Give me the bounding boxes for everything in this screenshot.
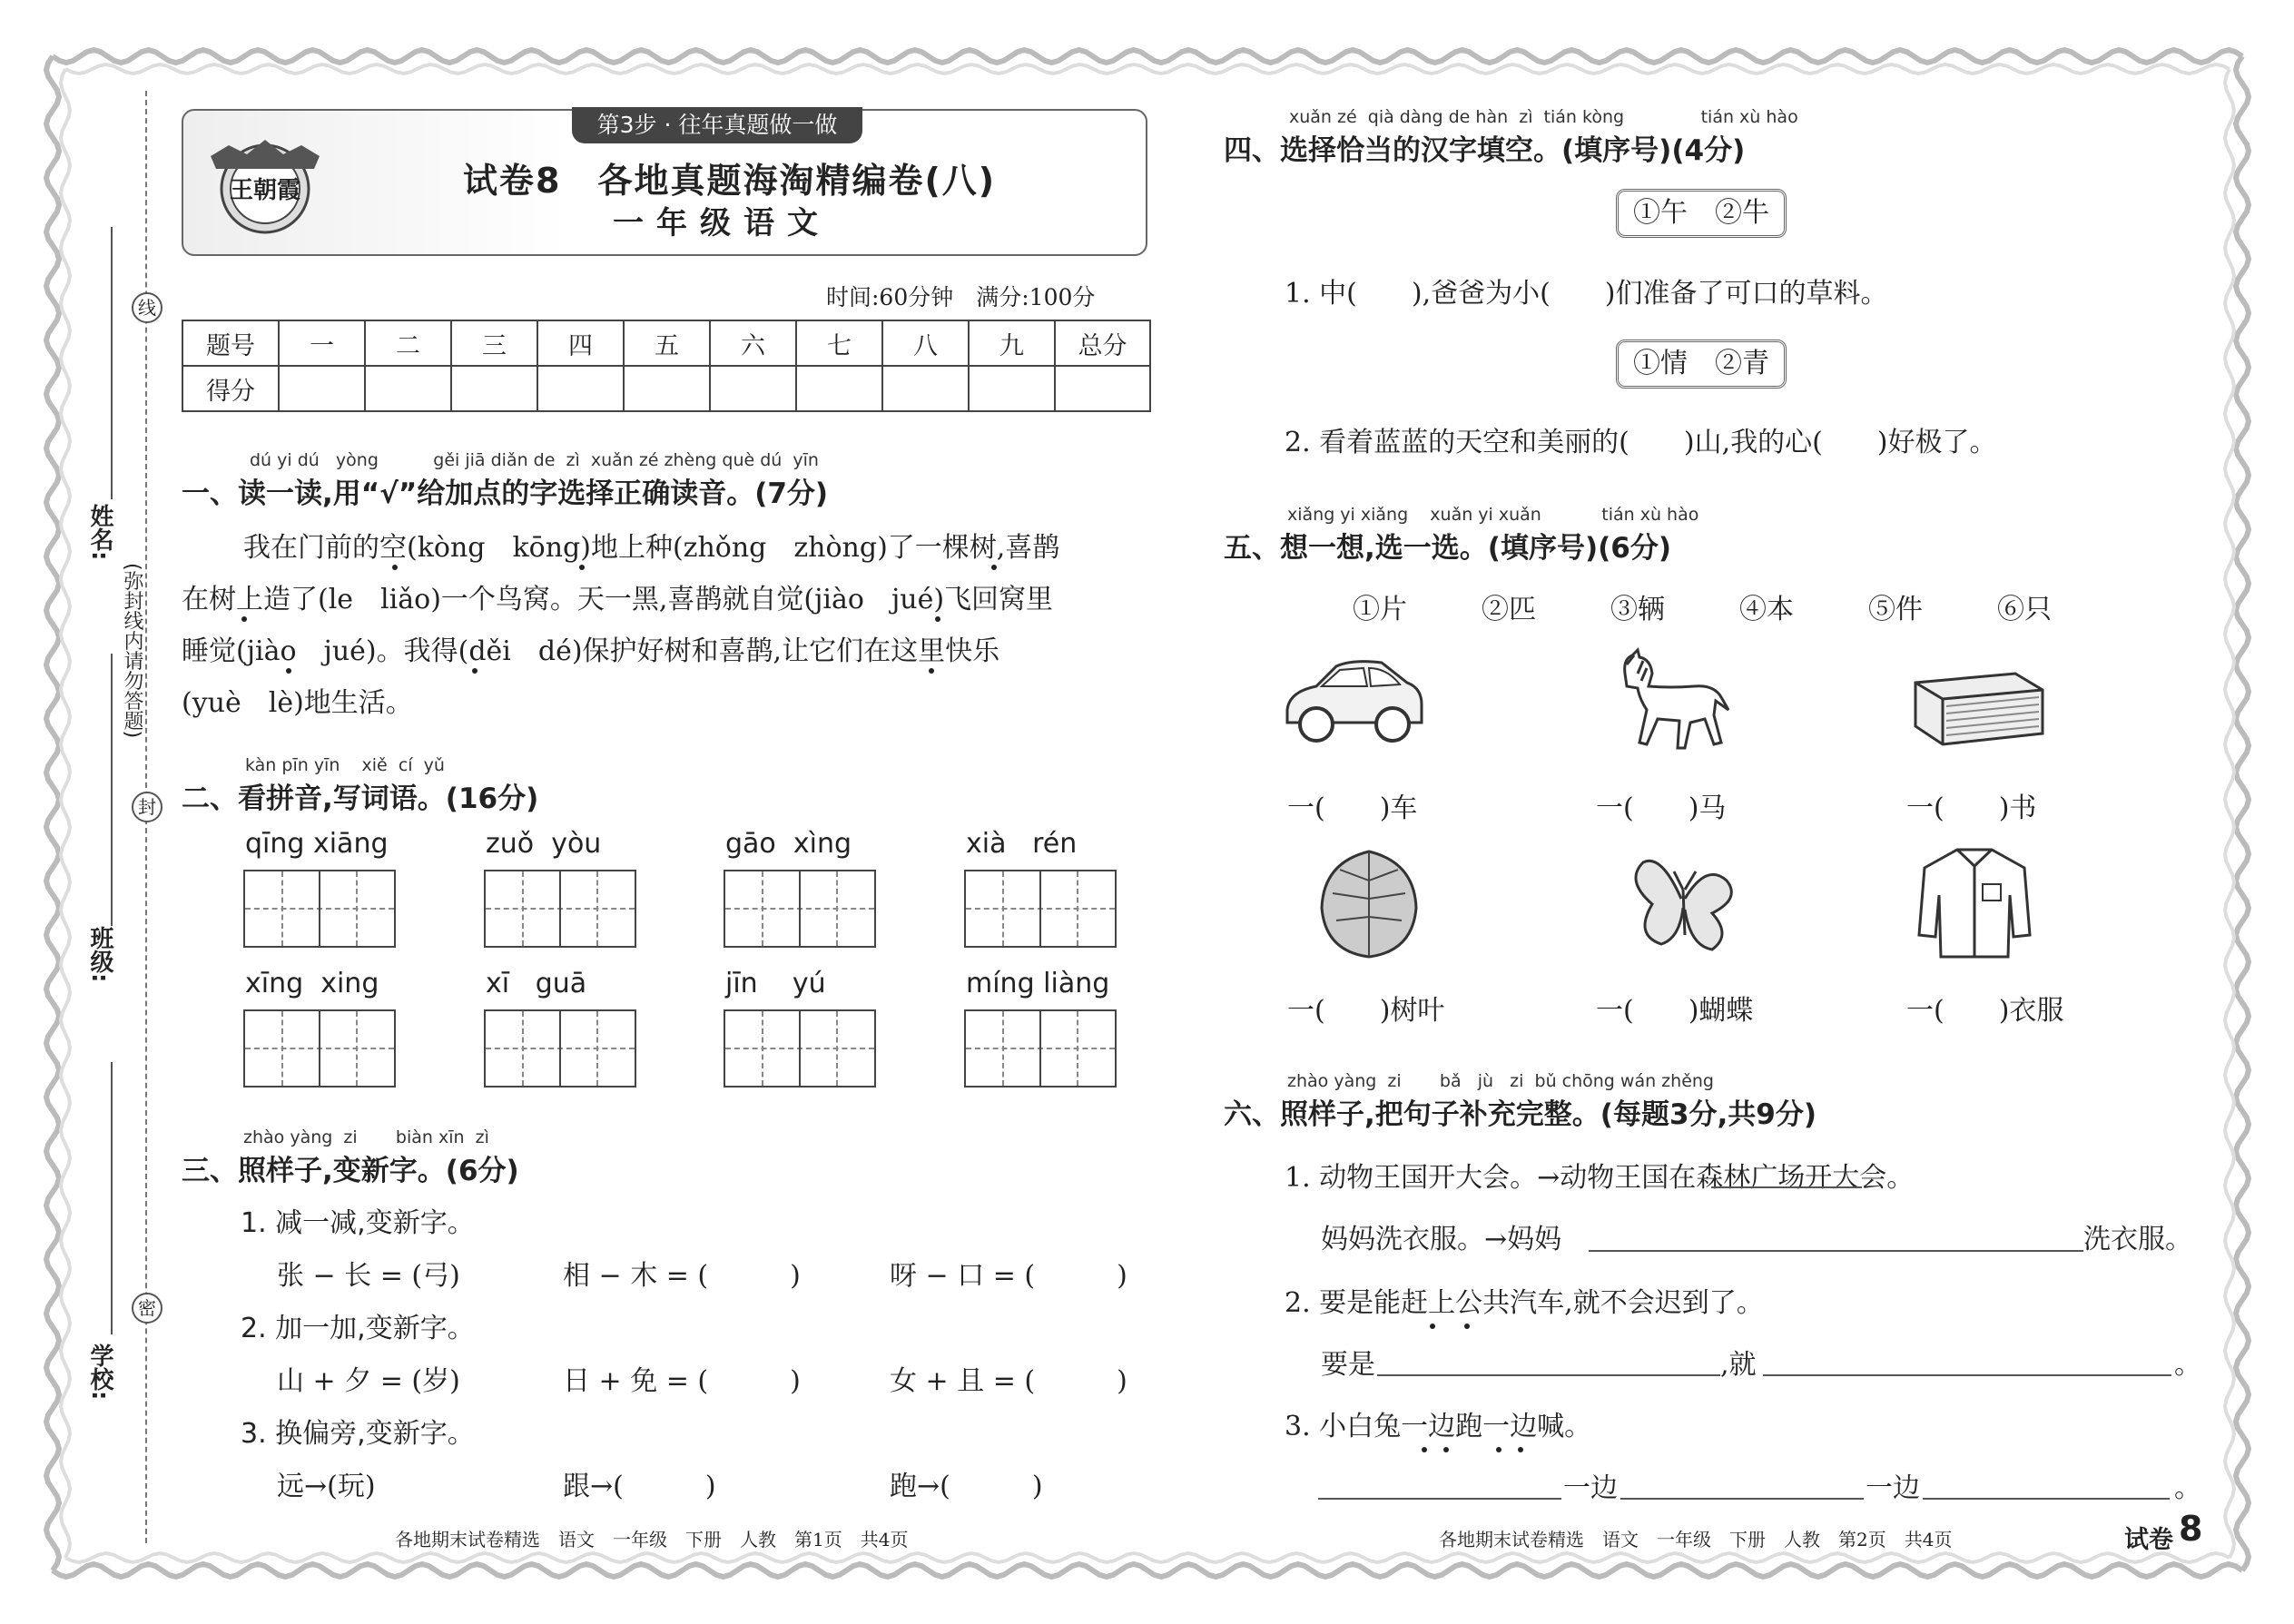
score-cell: 八 [882, 320, 969, 366]
q1-line: 睡觉(jiào jué)。我得(děi dé)保护好树和喜鹊,让它们在这里快乐 [182, 635, 1000, 667]
q5-item-label[interactable]: 一( )书 [1906, 792, 2037, 824]
q6-prompt: 。 [2174, 1472, 2201, 1504]
q4-sentence[interactable]: 2. 看着蓝蓝的天空和美丽的( )山,我的心( )好极了。 [1285, 427, 1997, 458]
emphasis-dot [1464, 1324, 1470, 1329]
score-row-label: 得分 [182, 366, 279, 411]
emphasis-dot [579, 565, 585, 570]
q3-heading: 三、照样子,变新字。(6分) [182, 1155, 519, 1187]
answer-line[interactable] [1589, 1250, 2083, 1252]
q5-item-label[interactable]: 一( )蝴蝶 [1596, 995, 1754, 1027]
emphasis-dot [241, 616, 247, 622]
step-badge: 第3步 · 往年真题做一做 [572, 107, 862, 143]
score-cell: 总分 [1055, 320, 1150, 366]
score-input[interactable] [710, 366, 796, 411]
q3-item[interactable]: 呀 − 口 = ( ) [890, 1260, 1127, 1292]
score-value-row [182, 366, 1150, 411]
q5-option: ⑥只 [1997, 594, 2052, 625]
car-icon [1280, 646, 1425, 755]
answer-line[interactable] [1763, 1374, 2171, 1376]
pinyin-word-label: zuǒ yòu [486, 828, 602, 860]
score-input[interactable] [1055, 366, 1150, 411]
score-input[interactable] [969, 366, 1055, 411]
score-cell: 五 [624, 320, 710, 366]
pinyin-word-label: míng liàng [966, 968, 1110, 999]
q1-heading: 一、读一读,用“√”给加点的字选择正确读音。(7分) [182, 477, 829, 510]
svg-text:王朝霞: 王朝霞 [229, 177, 301, 204]
writing-grid[interactable] [484, 1009, 636, 1088]
seal-char-seal: 封 [132, 792, 162, 822]
leaf-icon [1314, 844, 1423, 962]
paper-subtitle: 一年级语文 [613, 205, 831, 241]
shirt-icon [1915, 844, 2033, 962]
emphasis-dot [991, 565, 997, 570]
q3-item: 远→(玩) [277, 1471, 376, 1502]
q4-heading: 四、选择恰当的汉字填空。(填序号)(4分) [1224, 134, 1746, 167]
writing-grid[interactable] [964, 1009, 1117, 1088]
q6-prompt: 一边 [1563, 1472, 1618, 1504]
answer-line[interactable] [1377, 1374, 1720, 1376]
q5-option: ③辆 [1610, 594, 1665, 625]
writing-grid[interactable] [484, 870, 636, 948]
q3-part-label: 2. 加一加,变新字。 [241, 1313, 475, 1344]
score-cell: 七 [796, 320, 882, 366]
score-cell: 九 [969, 320, 1055, 366]
q3-item[interactable]: 日 + 免 = ( ) [563, 1365, 801, 1397]
writing-grid[interactable] [724, 1009, 876, 1088]
q5-item-label[interactable]: 一( )树叶 [1287, 995, 1445, 1027]
school-line[interactable] [111, 1062, 113, 1334]
q1-line: (yuè lè)地生活。 [182, 687, 413, 719]
score-input[interactable] [882, 366, 969, 411]
publisher-logo [202, 129, 329, 238]
answer-line[interactable] [1620, 1498, 1864, 1500]
writing-grid[interactable] [243, 1009, 396, 1088]
q3-part-label: 3. 换偏旁,变新字。 [241, 1418, 475, 1450]
score-cell: 题号 [182, 320, 279, 366]
pinyin-word-label: qīng xiāng [245, 828, 389, 860]
q1-pinyin: dú yi dú yòng gěi jiā diǎn de zì xuǎn zé zhèng què dú yīn [250, 450, 819, 470]
pinyin-word-label: jīn yú [725, 968, 826, 999]
pinyin-word-label: xīng xing [245, 968, 379, 999]
q4-pinyin: xuǎn zé qià dàng de hàn zì tián kòng tián xù hào [1289, 107, 1798, 127]
q3-pinyin: zhào yàng zi biàn xīn zì [243, 1127, 489, 1147]
footer-left: 各地期末试卷精选 语文 一年级 下册 人教 第1页 共4页 [395, 1529, 909, 1550]
q3-item[interactable]: 女 + 且 = ( ) [890, 1365, 1127, 1397]
q5-option: ④本 [1739, 594, 1794, 625]
q6-prompt: 要是 [1321, 1349, 1375, 1381]
footer-right: 各地期末试卷精选 语文 一年级 下册 人教 第2页 共4页 [1439, 1529, 1953, 1550]
q3-item: 山 + 夕 = (岁) [277, 1365, 460, 1397]
seal-char-line: 线 [132, 292, 162, 323]
emphasis-dot [392, 565, 398, 570]
pinyin-word-label: gāo xìng [725, 828, 852, 860]
score-input[interactable] [624, 366, 710, 411]
score-input[interactable] [279, 366, 365, 411]
score-input[interactable] [365, 366, 451, 411]
q6-prompt: 。 [2174, 1349, 2201, 1381]
seal-char-secret: 密 [132, 1293, 162, 1324]
writing-grid[interactable] [243, 870, 396, 948]
book-icon [1906, 663, 2052, 753]
emphasis-dot [1496, 1447, 1501, 1452]
class-line[interactable] [111, 654, 113, 926]
name-line[interactable] [111, 227, 113, 499]
q6-example: 2. 要是能赶上公共汽车,就不会迟到了。 [1285, 1287, 1764, 1319]
q3-item[interactable]: 跑→( ) [890, 1471, 1043, 1502]
class-label: 班级: [86, 926, 113, 983]
q5-option: ①片 [1353, 594, 1407, 625]
q6-example-underline [1711, 1186, 1862, 1188]
emphasis-dot [1422, 1447, 1427, 1452]
emphasis-dot [929, 668, 934, 674]
q6-prompt: 妈妈洗衣服。→妈妈 [1321, 1224, 1562, 1255]
paper-title: 试卷8 各地真题海淘精编卷(八) [463, 161, 997, 201]
q6-example: 3. 小白兔一边跑一边喊。 [1285, 1411, 1592, 1442]
pinyin-word-label: xī guā [486, 968, 587, 999]
q5-item-label[interactable]: 一( )车 [1287, 792, 1418, 824]
q1-line: 我在门前的空(kòng kōng)地上种(zhǒng zhòng)了一棵树,喜鹊 [243, 532, 1060, 564]
score-cell: 四 [537, 320, 624, 366]
q3-item: 张 − 长 = (弓) [277, 1260, 460, 1292]
q4-sentence[interactable]: 1. 中( ),爸爸为小( )们准备了可口的草料。 [1285, 278, 1888, 310]
score-cell: 三 [451, 320, 537, 366]
q5-heading: 五、想一想,选一选。(填序号)(6分) [1224, 532, 1672, 565]
school-label: 学校: [86, 1343, 113, 1401]
q2-heading: 二、看拼音,写词语。(16分) [182, 782, 539, 815]
q3-part-label: 1. 减一减,变新字。 [241, 1207, 475, 1239]
emphasis-dot [286, 668, 291, 674]
footer-badge-number: 8 [2179, 1509, 2203, 1549]
time-info: 时间:60分钟 满分:100分 [826, 284, 1096, 310]
score-cell: 二 [365, 320, 451, 366]
score-input[interactable] [796, 366, 882, 411]
q4-option-box: ①情 ②青 [1616, 340, 1787, 389]
q1-line: 在树上造了(le liǎo)一个鸟窝。天一黑,喜鹊就自觉(jiào jué)飞回窝里 [182, 584, 1054, 615]
pinyin-word-label: xià rén [966, 828, 1078, 860]
writing-grid[interactable] [964, 870, 1117, 948]
q3-item[interactable]: 相 − 木 = ( ) [563, 1260, 801, 1292]
q6-heading: 六、照样子,把句子补充完整。(每题3分,共9分) [1224, 1098, 1817, 1131]
q6-prompt: ,就 [1720, 1349, 1757, 1381]
q6-prompt: 一边 [1866, 1472, 1920, 1504]
q3-item[interactable]: 跟→( ) [563, 1471, 716, 1502]
q5-option: ⑤件 [1868, 594, 1923, 625]
score-table [182, 320, 1151, 412]
writing-grid[interactable] [724, 870, 876, 948]
answer-line[interactable] [1923, 1498, 2170, 1500]
q6-pinyin: zhào yàng zi bǎ jù zi bǔ chōng wán zhěng [1287, 1071, 1714, 1091]
q4-option-box: ①午 ②牛 [1616, 189, 1787, 238]
q6-example: 1. 动物王国开大会。→动物王国在森林广场开大会。 [1285, 1162, 1915, 1194]
seal-note: (弥封线内请勿答题) [121, 563, 143, 739]
score-cell: 六 [710, 320, 796, 366]
q5-option: ②匹 [1482, 594, 1536, 625]
emphasis-dot [1443, 1447, 1449, 1452]
q5-item-label[interactable]: 一( )衣服 [1906, 995, 2064, 1027]
emphasis-dot [935, 616, 940, 622]
name-label: 姓名: [86, 504, 113, 561]
emphasis-dot [1430, 1324, 1435, 1329]
q2-pinyin: kàn pīn yīn xiě cí yǔ [245, 755, 445, 775]
emphasis-dot [1518, 1447, 1523, 1452]
emphasis-dot [472, 668, 478, 674]
horse-icon [1607, 646, 1734, 759]
butterfly-icon [1625, 844, 1743, 962]
score-input[interactable] [451, 366, 537, 411]
q5-item-label[interactable]: 一( )马 [1596, 792, 1727, 824]
score-cell: 一 [279, 320, 365, 366]
q6-prompt: 洗衣服。 [2083, 1224, 2192, 1255]
q5-pinyin: xiǎng yi xiǎng xuǎn yi xuǎn tián xù hào [1287, 505, 1699, 525]
score-input[interactable] [537, 366, 624, 411]
footer-badge-label: 试卷 [2124, 1526, 2173, 1554]
answer-line[interactable] [1318, 1498, 1561, 1500]
score-header-row [182, 320, 1150, 366]
